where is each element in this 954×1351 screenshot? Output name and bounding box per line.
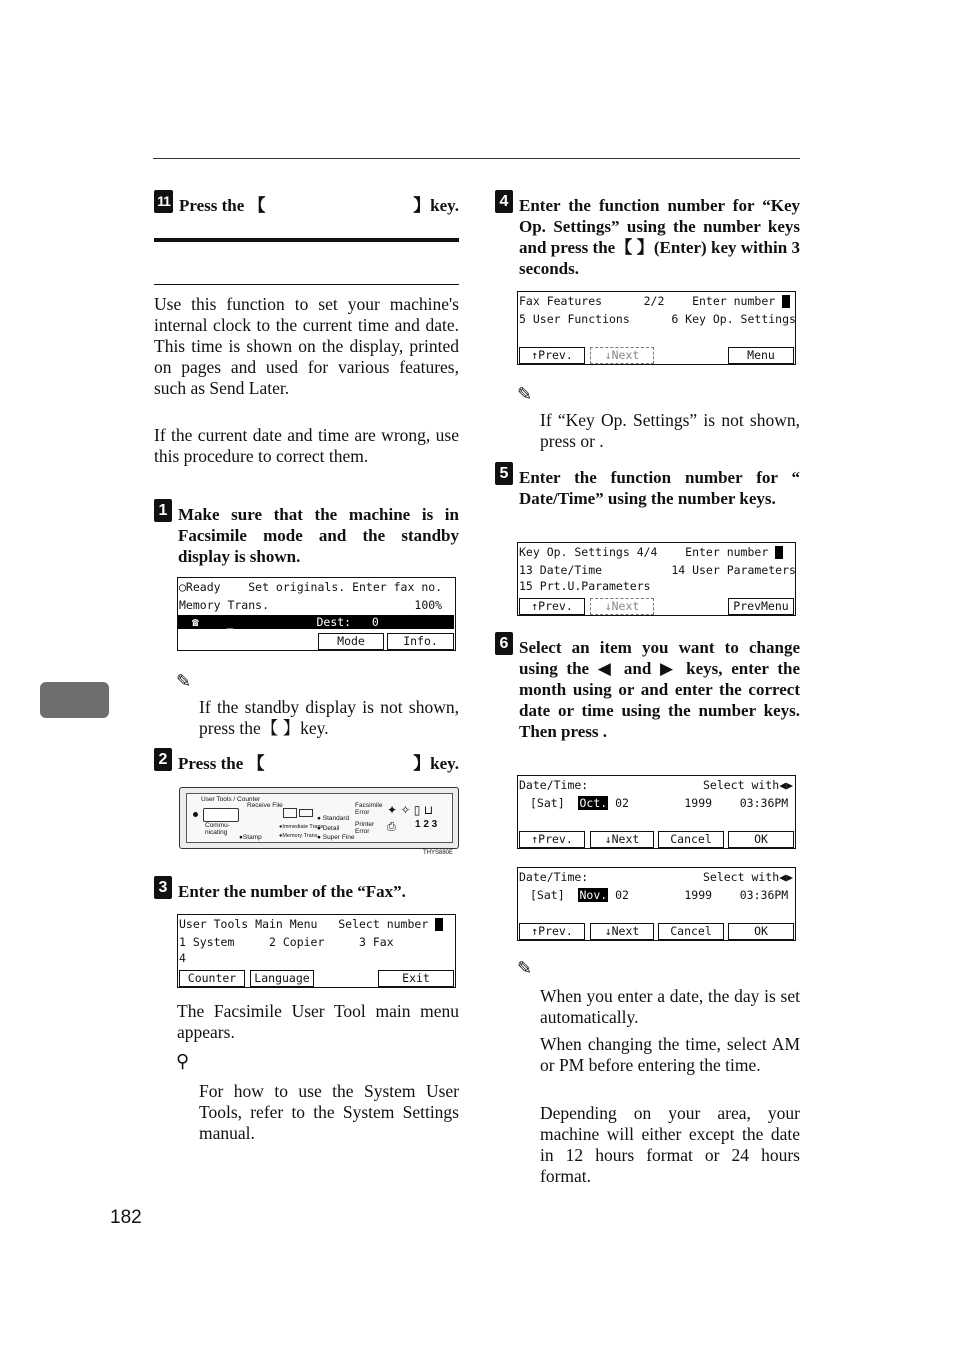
- cancel-button[interactable]: Cancel: [658, 923, 724, 940]
- superfine-label: ● Super Fine: [317, 834, 355, 841]
- date-time-values: 02 1999 03:36PM: [615, 796, 789, 810]
- step-text: Press the 【: [179, 196, 266, 215]
- pencil-note-icon: ✎: [517, 958, 533, 978]
- detail-label: ● Detail: [317, 825, 340, 832]
- note-key-op: If “Key Op. Settings” is not shown, press or .: [540, 410, 800, 451]
- feed-icon: ⎙: [387, 821, 396, 833]
- section-rule-thick: [154, 238, 459, 242]
- step-11: [154, 190, 459, 216]
- lcd-select-hint: Select with◀▶: [702, 778, 793, 792]
- intro-paragraph-2: If the current date and time are wrong, use this procedure to correct them.: [154, 425, 459, 466]
- lcd-title: Key Op. Settings 4/4 Enter number: [519, 545, 769, 559]
- ok-button[interactable]: OK: [728, 831, 794, 848]
- step-5: [495, 462, 800, 509]
- step-text: Select an item you want to change using the ◀ and ▶ keys, enter the month using or and enter the correct date or time using the number keys. Then press .: [519, 638, 800, 741]
- fax-error-label: Facsimile Error: [355, 802, 383, 816]
- step-text: Enter the number of the “Fax”.: [178, 882, 406, 901]
- pencil-note-icon: ✎: [517, 384, 533, 404]
- lcd-title: Fax Features 2/2 Enter number: [519, 294, 776, 308]
- printer-error-label: Printer Error: [355, 821, 375, 835]
- cursor-block: [435, 918, 443, 931]
- lcd-title: Date/Time:: [519, 870, 589, 884]
- step-number: 1: [154, 499, 172, 522]
- lcd-line: [519, 545, 783, 559]
- tray-select-icons: 1 2 3: [415, 819, 438, 830]
- note-hour-format: Depending on your area, your machine will either except the date in 12 hours format or 24 hours format.: [540, 1103, 800, 1186]
- step-text: Enter the function number for “Key Op. Settings” using the number keys and press the【 】(Enter) key within 3 seconds.: [519, 196, 800, 278]
- step-text: Make sure that the machine is in Facsimile mode and the standby display is shown.: [178, 505, 459, 566]
- pencil-note-icon: ✎: [176, 671, 192, 691]
- step-text-end: 】key.: [413, 754, 459, 773]
- note-am-pm: When changing the time, select AM or PM before entering the time.: [540, 1034, 800, 1075]
- lcd-line: 5 User Functions 6 Key Op. Settings: [519, 312, 796, 326]
- memory-trans-label: ●Memory Trans.: [279, 833, 319, 839]
- step-2: [154, 748, 459, 774]
- lcd-line: Memory Trans. 100%: [179, 598, 443, 612]
- cursor-block: [775, 546, 783, 559]
- page-number: 182: [110, 1207, 142, 1228]
- magnifier-icon: ⚲: [176, 1051, 190, 1071]
- month-field-selected[interactable]: Oct.: [579, 796, 608, 810]
- day-value: [Sat]: [530, 796, 565, 810]
- lcd-line: ◯Ready Set originals. Enter fax no.: [179, 580, 443, 594]
- operation-panel-illustration: [179, 787, 459, 849]
- lcd-line: 13 Date/Time 14 User Parameters: [519, 563, 796, 577]
- prev-button[interactable]: ↑Prev.: [519, 347, 585, 364]
- note-date-auto: When you enter a date, the day is set automatically.: [540, 986, 800, 1027]
- mode-button[interactable]: Mode: [318, 633, 384, 650]
- lcd-user-tools-menu: [177, 914, 456, 988]
- header-rule: [153, 158, 800, 159]
- month-field-selected[interactable]: Nov.: [579, 888, 608, 902]
- tray-icon: [299, 809, 313, 817]
- next-button[interactable]: ↓Next: [590, 598, 654, 615]
- menu-button[interactable]: Menu: [728, 347, 794, 364]
- indicator-dot: [193, 812, 198, 817]
- step-1: [154, 499, 459, 567]
- lcd-key-op-settings: [517, 542, 796, 616]
- step-number: 6: [495, 632, 513, 655]
- lcd-line: 4: [179, 951, 186, 965]
- cursor-block: [782, 295, 790, 308]
- note-standby: If the standby display is not shown, press the【 】key.: [199, 697, 459, 738]
- date-time-values: 02 1999 03:36PM: [615, 888, 789, 902]
- step-number: 4: [495, 190, 513, 213]
- prev-button[interactable]: ↑Prev.: [519, 923, 585, 940]
- step-number: 3: [154, 876, 172, 899]
- lcd-select-hint: Select with◀▶: [702, 870, 793, 884]
- status-icons: ✦ ✧ ▯ ⊔: [387, 803, 434, 817]
- intro-paragraph-1: Use this function to set your machine's internal clock to the current time and date. This time is shown on the display, printed on pages and used for various features, such as Send Later.: [154, 294, 459, 398]
- lcd-line-highlighted: ☎ _ Dest: 0: [178, 615, 454, 629]
- step-number: 11: [154, 190, 173, 213]
- lcd-title: User Tools Main Menu Select number: [179, 917, 429, 931]
- receive-file-label: Receive File: [247, 802, 283, 809]
- cancel-button[interactable]: Cancel: [658, 831, 724, 848]
- after-step-3-text: The Facsimile User Tool main menu appears.: [177, 1001, 459, 1042]
- section-rule-thin: [154, 284, 459, 285]
- next-button[interactable]: ↓Next: [590, 923, 654, 940]
- user-tools-label: User Tools / Counter: [201, 796, 261, 803]
- lcd-line: [519, 294, 790, 308]
- step-6: [495, 632, 800, 742]
- next-button[interactable]: ↓Next: [590, 831, 654, 848]
- lcd-line: 15 Prt.U.Parameters: [519, 579, 651, 593]
- step-number: 5: [495, 462, 513, 485]
- lcd-standby-display: [177, 577, 456, 651]
- info-button[interactable]: Info.: [387, 633, 454, 650]
- prevmenu-button[interactable]: PrevMenu: [728, 598, 794, 615]
- lcd-date-time-nov: [517, 867, 796, 941]
- exit-button[interactable]: Exit: [378, 970, 454, 987]
- step-text: Enter the function number for “ Date/Time” using the number keys.: [519, 468, 800, 508]
- lcd-date-line: [530, 796, 788, 810]
- standard-label: ● Standard: [317, 815, 350, 822]
- chapter-tab: [40, 682, 109, 718]
- step-3: [154, 876, 459, 902]
- user-tools-key[interactable]: [203, 808, 239, 822]
- counter-button[interactable]: Counter: [179, 970, 245, 987]
- stamp-label: ●Stamp: [239, 834, 262, 841]
- ok-button[interactable]: OK: [728, 923, 794, 940]
- prev-button[interactable]: ↑Prev.: [519, 598, 585, 615]
- lcd-fax-features: [517, 291, 796, 365]
- lcd-title: Date/Time:: [519, 778, 589, 792]
- figure-code: THYS880E: [423, 850, 454, 856]
- communicating-label: Commu- nicating: [205, 822, 230, 836]
- immediate-trans-label: ●Immediate Trans.: [279, 824, 325, 830]
- lcd-date-time-oct: [517, 775, 796, 849]
- day-value: [Sat]: [530, 888, 565, 902]
- step-text: Press the 【: [178, 754, 265, 773]
- reference-text: For how to use the System User Tools, refer to the System Settings manual.: [199, 1081, 459, 1143]
- next-button[interactable]: ↓Next: [590, 347, 654, 364]
- lcd-line: [179, 917, 443, 931]
- language-button[interactable]: Language: [250, 970, 314, 987]
- step-number: 2: [154, 748, 172, 771]
- lcd-line: 1 System 2 Copier 3 Fax: [179, 935, 394, 949]
- envelope-icon: [283, 808, 297, 818]
- step-4: [495, 190, 800, 279]
- prev-button[interactable]: ↑Prev.: [519, 831, 585, 848]
- lcd-date-line: [530, 888, 788, 902]
- step-text-end: 】key.: [413, 196, 459, 215]
